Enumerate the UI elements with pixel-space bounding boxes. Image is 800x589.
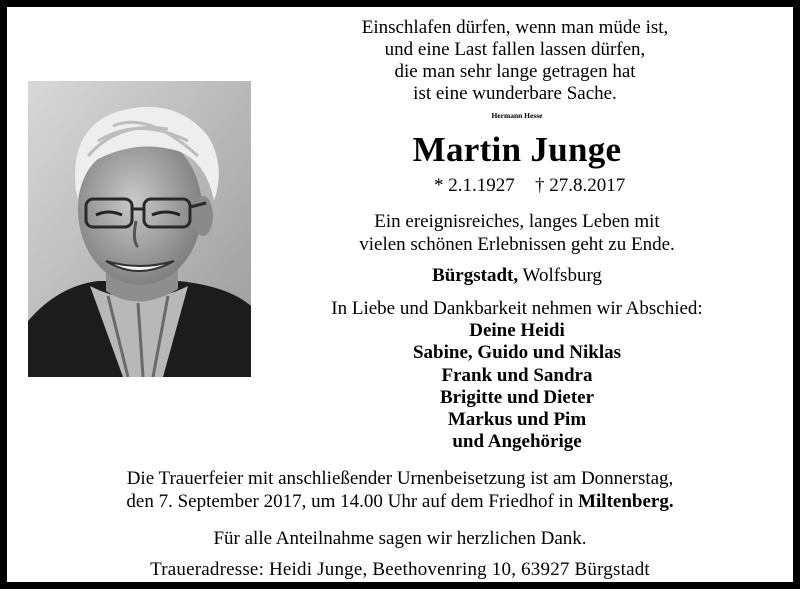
death-date: † 27.8.2017 [535,175,626,196]
family-member: Frank und Sandra [441,364,593,386]
quote-line: Einschlafen dürfen, wenn man müde ist, [361,17,669,38]
portrait-photo [28,81,251,377]
mourning-address: Traueradresse: Heidi Junge, Beethovenring 10, 63927 Bürgstadt [150,559,650,580]
place-secondary: Wolfsburg [522,265,602,286]
quote-author: Hermann Hesse [491,111,543,120]
ceremony-place: Miltenberg. [578,491,674,512]
ceremony-notice [7,467,793,513]
family-list [239,320,795,454]
portrait-illustration [28,81,251,377]
ceremony-line: Die Trauerfeier mit anschließender Urnenbeisetzung ist am Donnerstag, [126,468,674,489]
ceremony-text: den 7. September 2017, um 14.00 Uhr auf dem Friedhof in [126,491,579,512]
quote-line: und eine Last fallen lassen dürfen, [384,39,646,60]
deceased-name: Martin Junge [412,130,622,169]
family-member: Markus und Pim [447,409,587,431]
family-member: Deine Heidi [469,320,565,341]
place-primary: Bürgstadt, [432,265,519,286]
obituary-card [7,7,793,582]
life-line: Ein ereignisreiches, langes Leben mit [374,211,660,232]
quote [237,17,793,105]
family-member: Sabine, Guido und Niklas [412,342,622,364]
places [239,265,795,287]
family-member: und Angehörige [452,431,582,453]
life-line: vielen schönen Erlebnissen geht zu Ende. [359,234,675,255]
family-member: Brigitte und Dieter [439,386,595,408]
thanks-text: Für alle Anteilnahme sagen wir herzlichen Dank. [213,528,587,549]
life-statement [239,210,795,256]
ceremony-line [7,490,793,513]
birth-date: * 2.1.1927 [434,175,515,196]
quote-line: ist eine wunderbare Sache. [413,83,617,104]
quote-line: die man sehr lange getragen hat [394,61,636,82]
farewell-text: In Liebe und Dankbarkeit nehmen wir Abschied: [331,298,703,319]
